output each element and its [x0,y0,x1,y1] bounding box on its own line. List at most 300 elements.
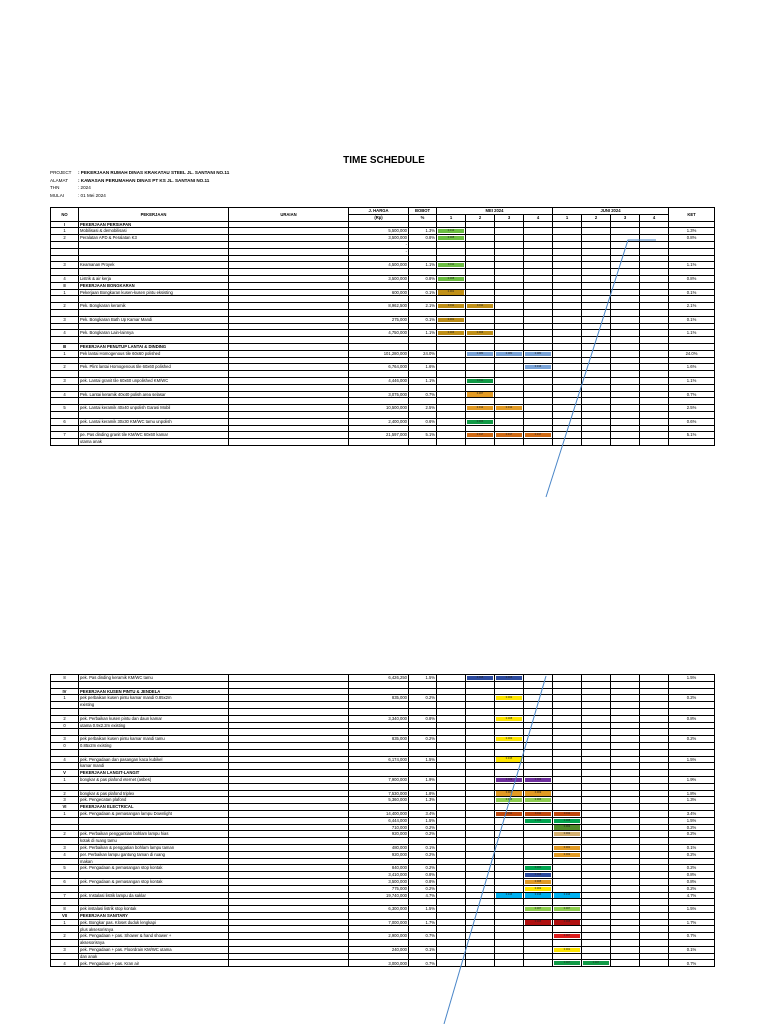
table-row [51,851,715,858]
week-cell [640,343,669,350]
row-uraian [229,425,349,432]
row-bobot [409,912,437,919]
row-ket [669,323,715,330]
week-cell [553,933,582,940]
week-cell [582,749,611,756]
week-cell [640,797,669,804]
row-no [51,783,79,790]
row-ket [669,371,715,378]
row-uraian [229,275,349,282]
week-cell [553,371,582,378]
week-cell [611,282,640,289]
row-bobot [409,323,437,330]
week-cell [495,872,524,879]
week-cell [640,926,669,933]
week-cell [611,865,640,872]
row-pekerjaan: existing [79,702,229,709]
week-cell [611,729,640,736]
week-cell [466,364,495,371]
week-cell [640,742,669,749]
row-ket [669,221,715,228]
table-row [51,425,715,432]
schedule-bar: 0.011 [467,304,493,308]
row-uraian [229,303,349,310]
schedule-bar: 0.015 [496,757,522,761]
week-cell [553,357,582,364]
row-pekerjaan: pek. Pengadaan + pas. Shower & hand shower + [79,933,229,940]
row-pekerjaan [79,708,229,715]
week-cell [582,790,611,797]
row-uraian [229,248,349,255]
week-cell [553,729,582,736]
row-uraian [229,364,349,371]
week-cell [495,946,524,953]
table-row [51,865,715,872]
row-pekerjaan [79,411,229,418]
row-ket: 1.3% [669,228,715,235]
row-ket: 0.8% [669,878,715,885]
week-cell [582,804,611,811]
row-pekerjaan: makan [79,858,229,865]
week-cell [437,899,466,906]
week-cell [495,729,524,736]
row-ket [669,722,715,729]
week-cell [553,742,582,749]
row-uraian [229,729,349,736]
row-pekerjaan: PEKERJAAN SANITARY [79,912,229,919]
week-cell [437,681,466,688]
row-pekerjaan: pek. Pengecatan plafond [79,797,229,804]
row-bobot: 0.2% [409,851,437,858]
table-row [51,960,715,967]
week-cell [640,919,669,926]
week-cell [640,763,669,770]
row-ket [669,804,715,811]
table-row [51,384,715,391]
row-ket [669,248,715,255]
week-cell [553,309,582,316]
week-cell [582,838,611,845]
row-pekerjaan: PEKERJAAN PENUTUP LANTAI & DINDING [79,343,229,350]
row-uraian [229,262,349,269]
week-cell [437,235,466,242]
schedule-bar: 0.009 [525,791,551,795]
row-ket: 1.5% [669,756,715,763]
row-no: 8 [51,906,79,913]
week-cell [524,892,553,899]
row-uraian [229,282,349,289]
row-pekerjaan [79,255,229,262]
week-cell [553,432,582,439]
week-cell [466,681,495,688]
week-cell [553,248,582,255]
row-harga: 6,300,000 [349,906,409,913]
week-cell [553,844,582,851]
row-uraian [229,906,349,913]
week-cell [437,398,466,405]
row-bobot [409,742,437,749]
week-cell [640,425,669,432]
week-cell [495,330,524,337]
week-cell [582,350,611,357]
table-row [51,391,715,398]
week-cell [582,763,611,770]
week-cell [524,729,553,736]
week-cell [437,350,466,357]
row-no: 4 [51,960,79,967]
week-cell [611,797,640,804]
week-cell [437,804,466,811]
week-cell [495,695,524,702]
week-cell [582,405,611,412]
row-bobot [409,384,437,391]
row-harga: 3,500,000 [349,275,409,282]
week-cell [640,418,669,425]
week-cell [582,770,611,777]
week-cell [466,926,495,933]
week-cell [466,736,495,743]
week-cell [524,275,553,282]
row-bobot: 1.9% [409,776,437,783]
row-pekerjaan: pek. Perbaikan & penggatian bohlam lampu taman [79,844,229,851]
project-info-row [50,192,229,200]
schedule-bar: 0.007 [583,961,609,965]
row-uraian [229,872,349,879]
row-bobot [409,411,437,418]
row-pekerjaan: pek. Pengadaan & pemasangan stop kontak [79,878,229,885]
row-harga [349,912,409,919]
row-bobot: 1.8% [409,790,437,797]
week-cell [495,831,524,838]
schedule-bar: 0.008 [438,277,464,281]
week-cell [437,432,466,439]
week-cell [582,940,611,947]
row-no: 3 [51,377,79,384]
week-cell [582,364,611,371]
schedule-bar: 0.012 [496,406,522,410]
row-ket: 0.8% [669,275,715,282]
week-cell [466,885,495,892]
week-cell [524,770,553,777]
row-bobot [409,221,437,228]
week-cell [611,899,640,906]
row-pekerjaan: pek. Bongkar pas. Kloset duduk lengkapi [79,919,229,926]
week-cell [582,708,611,715]
table-row [51,695,715,702]
row-ket [669,763,715,770]
week-cell [495,756,524,763]
row-pekerjaan: kotak di ruang tamu [79,838,229,845]
row-bobot [409,729,437,736]
row-harga: 840,000 [349,865,409,872]
row-uraian [229,715,349,722]
week-cell [640,838,669,845]
schedule-bar: 0.001 [438,318,464,322]
table-row [51,364,715,371]
week-cell [437,439,466,446]
week-cell [611,912,640,919]
row-harga [349,371,409,378]
schedule-bar: 0.013 [438,229,464,233]
row-ket: 0.1% [669,289,715,296]
row-uraian [229,919,349,926]
week-cell [611,241,640,248]
row-harga [349,681,409,688]
week-cell [553,411,582,418]
row-pekerjaan: pek. Instalasi listrik lampu da saklar [79,892,229,899]
row-pekerjaan [79,371,229,378]
row-bobot: 1.5% [409,756,437,763]
week-cell [495,776,524,783]
row-bobot [409,899,437,906]
week-cell [553,851,582,858]
header-ket: KET [669,208,715,222]
row-uraian [229,289,349,296]
week-cell [437,797,466,804]
table-row [51,255,715,262]
row-uraian [229,398,349,405]
week-cell [524,418,553,425]
week-cell [524,919,553,926]
week-cell [553,418,582,425]
week-cell [495,912,524,919]
week-cell [466,790,495,797]
row-ket: 0.1% [669,316,715,323]
week-cell [553,878,582,885]
schedule-table-bottom [50,674,715,967]
schedule-bar: 0.016 [496,893,522,897]
week-cell [640,844,669,851]
schedule-bar: 0.008 [496,676,522,680]
schedule-bar: 0.017 [467,433,493,437]
row-pekerjaan [79,241,229,248]
row-ket: 0.2% [669,851,715,858]
week-cell [466,248,495,255]
week-cell [437,722,466,729]
row-uraian [229,269,349,276]
row-bobot [409,343,437,350]
week-cell [553,960,582,967]
week-cell [640,228,669,235]
schedule-bar: 0.016 [525,893,551,897]
week-cell [524,790,553,797]
week-cell [582,695,611,702]
schedule-bar: 0.009 [496,778,522,782]
week-cell [611,702,640,709]
week-cell [466,749,495,756]
row-uraian [229,892,349,899]
week-cell [495,357,524,364]
row-bobot [409,282,437,289]
week-cell [611,804,640,811]
row-ket: 1.9% [669,776,715,783]
week-cell [524,371,553,378]
week-cell [582,844,611,851]
project-info-key: THN [50,185,60,191]
week-cell [524,228,553,235]
row-pekerjaan: utama anak [79,439,229,446]
row-uraian [229,323,349,330]
row-no [51,824,79,831]
week-cell [437,675,466,682]
row-no [51,248,79,255]
week-cell [611,255,640,262]
row-harga [349,221,409,228]
schedule-bar: 0.006 [496,798,522,802]
row-ket: 0.1% [669,946,715,953]
row-ket: 0.8% [669,872,715,879]
week-cell [640,885,669,892]
row-harga: 10,500,000 [349,405,409,412]
week-cell [437,316,466,323]
week-cell [466,309,495,316]
row-ket [669,940,715,947]
week-cell [553,817,582,824]
row-bobot: 1.7% [409,919,437,926]
row-pekerjaan [79,323,229,330]
row-harga [349,858,409,865]
week-cell [437,776,466,783]
week-cell [524,838,553,845]
week-cell [611,681,640,688]
table-row [51,262,715,269]
week-cell [611,275,640,282]
week-cell [582,831,611,838]
row-no: 1 [51,776,79,783]
schedule-bar: 0.011 [496,812,522,816]
row-ket [669,770,715,777]
row-bobot [409,296,437,303]
table-row [51,228,715,235]
week-cell [582,817,611,824]
week-cell [640,892,669,899]
week-cell [611,309,640,316]
row-no: 7 [51,432,79,439]
week-cell [553,425,582,432]
week-cell [466,405,495,412]
row-harga [349,398,409,405]
week-cell [466,865,495,872]
row-ket [669,953,715,960]
week-cell [495,303,524,310]
week-cell [466,289,495,296]
row-ket [669,926,715,933]
row-ket [669,688,715,695]
week-cell [553,763,582,770]
row-uraian [229,708,349,715]
week-cell [524,350,553,357]
week-cell [640,316,669,323]
week-cell [437,275,466,282]
week-cell [524,323,553,330]
week-cell [640,296,669,303]
week-cell [524,953,553,960]
week-cell [553,770,582,777]
week-cell [437,289,466,296]
week-cell [466,316,495,323]
row-pekerjaan: Pek lantai Homogenous tile 60x60 polished [79,350,229,357]
table-row [51,933,715,940]
header-harga: J. HARGA [349,208,409,215]
schedule-bar: 0.008 [525,920,551,924]
week-cell [553,241,582,248]
week-cell [495,919,524,926]
week-cell [582,269,611,276]
week-cell [437,810,466,817]
row-ket: 0.2% [669,865,715,872]
week-cell [553,810,582,817]
row-no: 1 [51,289,79,296]
week-cell [553,831,582,838]
table-row [51,357,715,364]
week-cell [582,688,611,695]
week-cell [553,946,582,953]
row-pekerjaan: kamar mandi [79,763,229,770]
week-cell [437,695,466,702]
week-cell [611,810,640,817]
row-bobot: 1.1% [409,330,437,337]
week-cell [582,953,611,960]
week-cell [640,330,669,337]
row-harga: 6,174,000 [349,756,409,763]
row-pekerjaan [79,681,229,688]
week-cell [582,296,611,303]
week-cell [611,858,640,865]
row-bobot: 0.1% [409,946,437,953]
week-cell [524,926,553,933]
row-pekerjaan: Listrik & air kerja [79,275,229,282]
row-uraian [229,770,349,777]
week-cell [437,405,466,412]
table-row [51,316,715,323]
row-no: 2 [51,933,79,940]
row-harga: 7,900,000 [349,776,409,783]
row-uraian [229,865,349,872]
row-pekerjaan: pek. Lantai keramik 40x40 unpolish Garasi Mobil [79,405,229,412]
week-cell [466,940,495,947]
week-cell [582,255,611,262]
week-cell [466,708,495,715]
week-cell [466,384,495,391]
row-bobot: 1.1% [409,377,437,384]
week-cell [582,357,611,364]
row-no: VII [51,912,79,919]
row-uraian [229,838,349,845]
row-no [51,384,79,391]
row-no: 6 [51,418,79,425]
week-cell [437,906,466,913]
row-pekerjaan: Pek. Plint lantai Homogenous tile 60x60 polished [79,364,229,371]
row-uraian [229,946,349,953]
week-cell [582,303,611,310]
row-no [51,241,79,248]
row-bobot: 0.8% [409,235,437,242]
schedule-bar: 0.008 [554,920,580,924]
week-cell [524,309,553,316]
week-cell [524,776,553,783]
week-cell [611,946,640,953]
row-ket [669,337,715,344]
project-info-value: : 2024 [78,185,91,191]
week-cell [466,946,495,953]
project-info-value: : 01 Mei 2024 [78,192,106,198]
table-row [51,899,715,906]
week-cell [611,330,640,337]
week-cell [495,960,524,967]
row-uraian [229,418,349,425]
section-row [51,688,715,695]
row-pekerjaan: Pek. Bongkaran keramik [79,303,229,310]
